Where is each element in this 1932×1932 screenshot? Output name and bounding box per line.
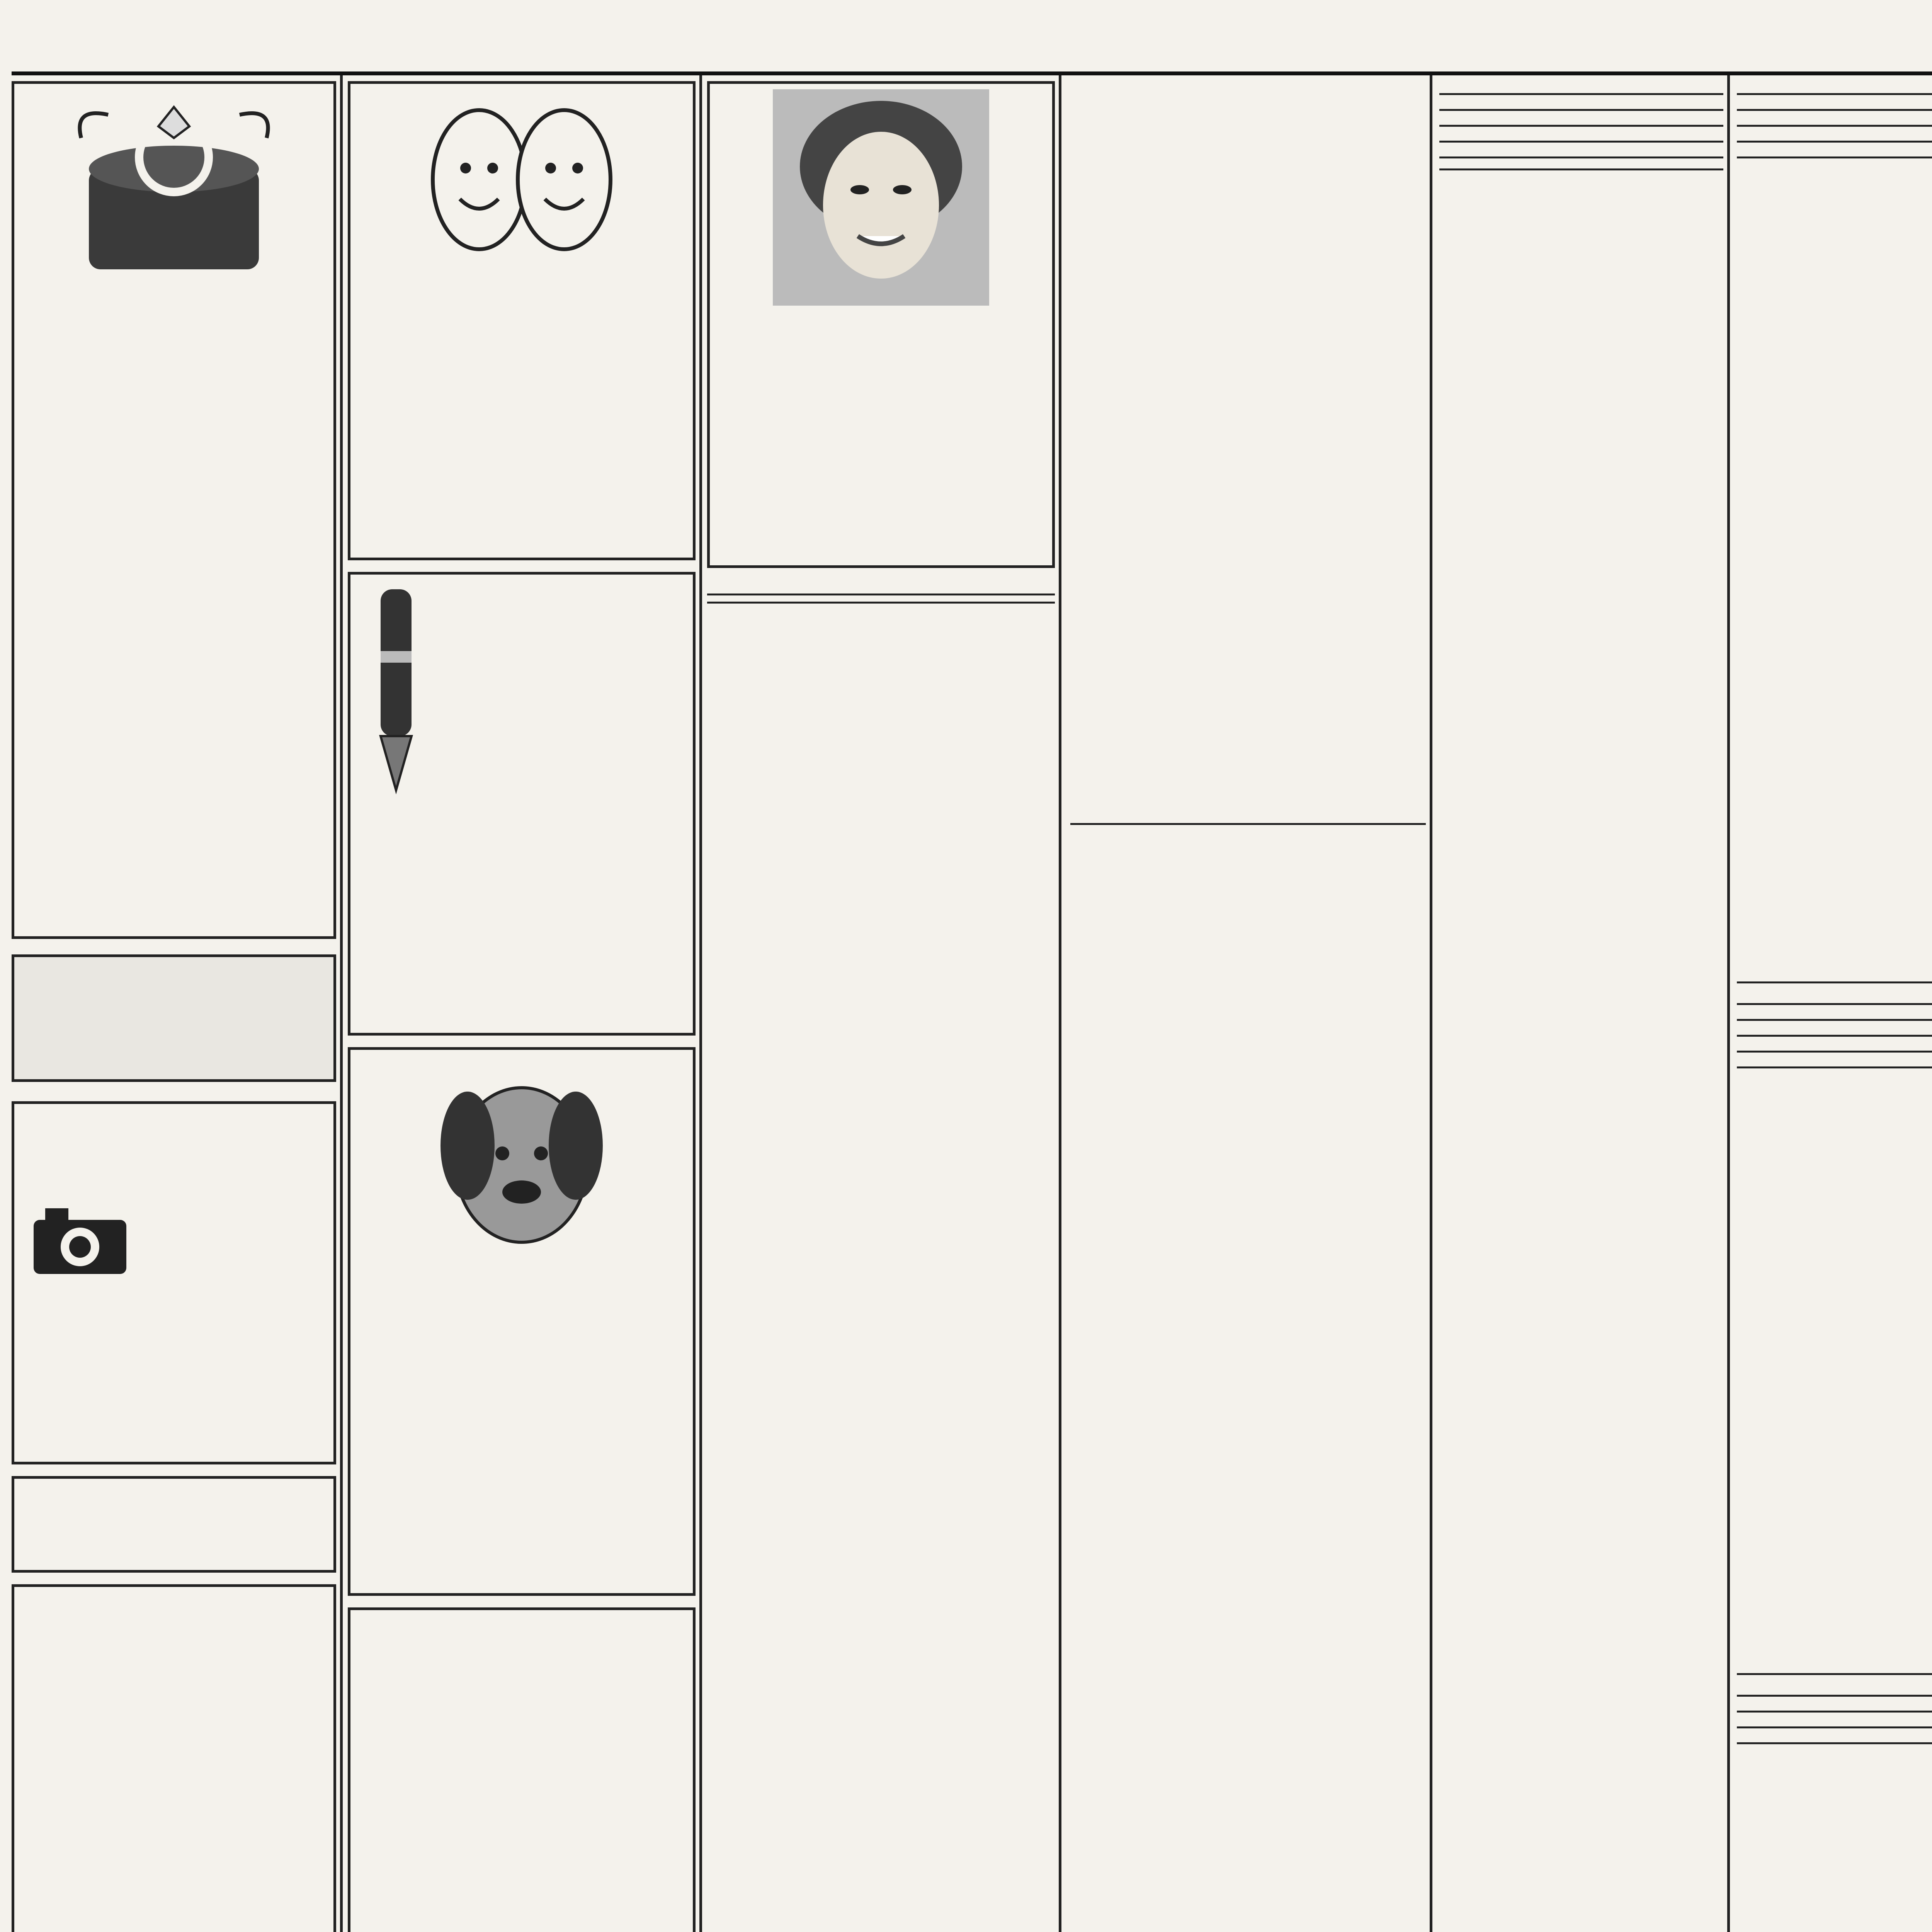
- divider: [1737, 981, 1932, 983]
- column-divider: [340, 75, 343, 1932]
- ross-dog-mixture-ad: [348, 1047, 696, 1596]
- azzopardi-ad: [12, 954, 336, 1082]
- story-subheadline: [1439, 95, 1723, 111]
- happy-feet-icon: [417, 91, 626, 253]
- drill-hall-story: [1737, 1681, 1932, 1932]
- story-subheadline: [1737, 1728, 1932, 1744]
- column-divider: [1059, 75, 1061, 1932]
- water-schemes-story: [1439, 79, 1723, 1932]
- macleans-toothpaste-ad: [707, 81, 1055, 568]
- egan-james-ad: [12, 1476, 336, 1573]
- news-of-the-day: [1070, 831, 1426, 1932]
- story-headline: [1737, 989, 1932, 1005]
- story-subheadline: [1737, 1021, 1932, 1037]
- story-subheadline: [1737, 1037, 1932, 1053]
- coast-included-story: [1737, 989, 1932, 1669]
- story-headline: [1737, 1681, 1932, 1697]
- story-subheadline: [1737, 127, 1932, 143]
- column-divider: [699, 75, 702, 1932]
- irish-linen-ad: [348, 1607, 696, 1932]
- story-subheadline: [1737, 143, 1932, 158]
- story-headline: [1439, 79, 1723, 95]
- reynolds-christmas-ad: [12, 1584, 336, 1932]
- column-divider: [1727, 75, 1730, 1932]
- divider: [1737, 1673, 1932, 1675]
- engagement-ring-box-icon: [66, 92, 282, 285]
- story-subheadline: [1439, 111, 1723, 127]
- camera-icon: [30, 1201, 130, 1278]
- woman-portrait-icon: [773, 89, 989, 306]
- story-subheadline: [1439, 127, 1723, 143]
- story-subheadline: [1737, 1713, 1932, 1728]
- russell-cycle-ad: [348, 81, 696, 560]
- editorial-column: [707, 587, 1055, 1932]
- fountain-pen-icon: [357, 582, 435, 798]
- masthead-rule: [12, 71, 1932, 75]
- story-subheadline: [1439, 143, 1723, 158]
- stoneham-ad: [12, 81, 336, 939]
- column-divider: [1430, 75, 1432, 1932]
- thomas-adams-pen-ad: [348, 572, 696, 1036]
- story-subheadline: [1737, 111, 1932, 127]
- story-subheadline: [1737, 1005, 1932, 1021]
- story-subheadline: [1737, 1053, 1932, 1068]
- story-subheadline: [1737, 95, 1932, 111]
- divider: [1070, 823, 1426, 825]
- masthead: [0, 0, 1932, 73]
- purma-camera-ad: [12, 1101, 336, 1464]
- editorial-continued: [1070, 81, 1426, 815]
- dog-icon: [421, 1057, 622, 1258]
- ad-text: [357, 798, 686, 810]
- story-subheadline: [1737, 1697, 1932, 1713]
- story-headline: [1737, 79, 1932, 95]
- heavy-draw-off-story: [1737, 79, 1932, 980]
